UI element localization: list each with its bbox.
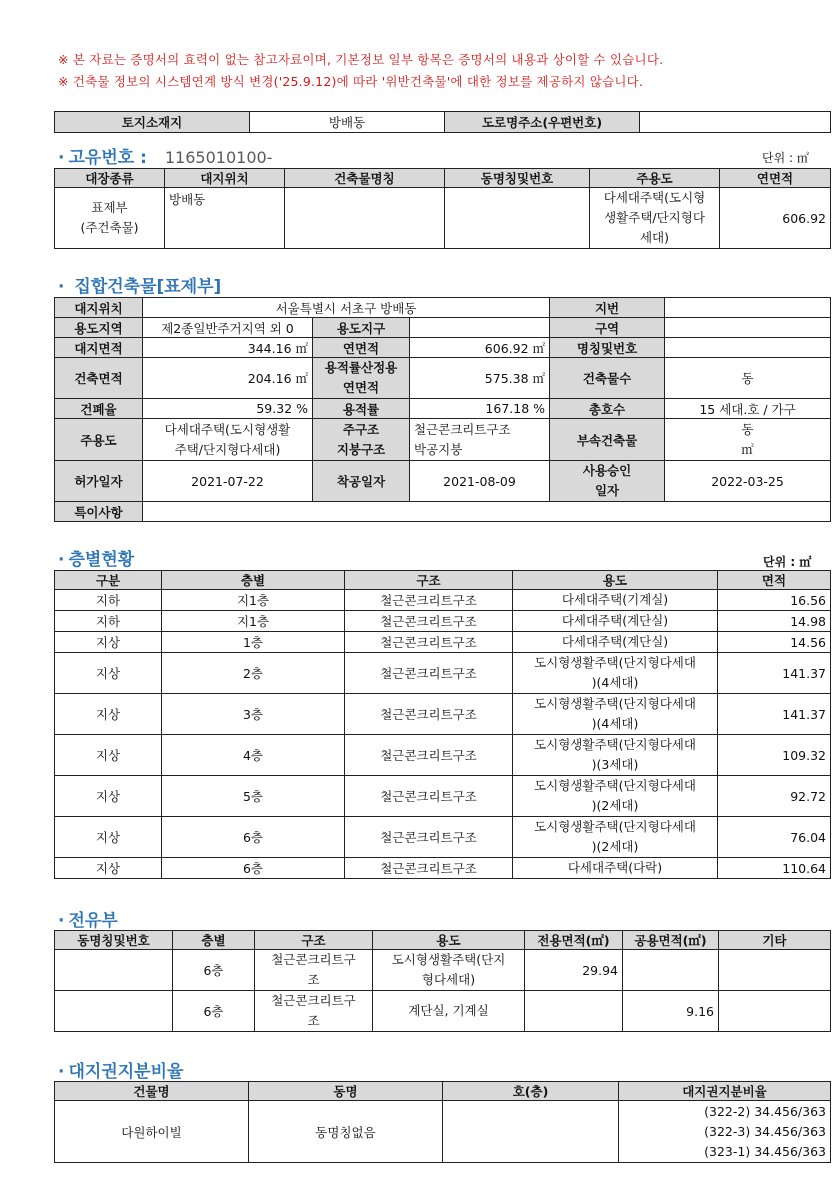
floor-area: 14.56: [718, 632, 831, 653]
main-use-label: 주용도: [55, 419, 143, 461]
floor-area: 141.37: [718, 694, 831, 735]
total-floor-area: 606.92: [720, 188, 831, 249]
floor-kind: 지상: [55, 632, 162, 653]
bcr-value: 59.32 %: [143, 399, 313, 419]
header-main-use: 주용도: [590, 169, 720, 188]
structure-value: 철근콘크리트구조 박공지붕: [410, 419, 550, 461]
header-site-location: 대지위치: [165, 169, 285, 188]
site-area-label: 대지면적: [55, 338, 143, 358]
floor-row: [55, 632, 831, 653]
area-label: 구역: [550, 318, 665, 338]
exclusive-heading: · 전유부: [58, 911, 118, 931]
exclusive-common-area: 9.16: [623, 991, 719, 1032]
exclusive-header-dong: 동명칭및번호: [55, 931, 173, 950]
floor-structure: 철근콘크리트구조: [345, 776, 513, 817]
floor-use: 도시형생활주택(단지형다세대 )(2세대): [513, 817, 718, 858]
floor-structure: 철근콘크리트구조: [345, 590, 513, 611]
start-value: 2021-08-09: [410, 461, 550, 502]
dong-name: [445, 188, 590, 249]
floor-use: 다세대주택(계단실): [513, 632, 718, 653]
floor-area: 76.04: [718, 817, 831, 858]
exclusive-area: 29.94: [525, 950, 623, 991]
site-area-value: 344.16 ㎡: [143, 338, 313, 358]
land-share-header-ratio: 대지권지분비율: [619, 1082, 831, 1101]
main-use-value: 다세대주택(도시형생활 주택/단지형다세대): [143, 419, 313, 461]
floor-level: 지1층: [162, 590, 345, 611]
exclusive-header-floor: 층별: [173, 931, 255, 950]
exclusive-common-area: [623, 950, 719, 991]
floors-header-structure: 구조: [345, 571, 513, 590]
zone-value: 제2종일반주거지역 외 0: [143, 318, 313, 338]
main-use: 다세대주택(도시형 생활주택/단지형다 세대): [590, 188, 720, 249]
land-location-value: 방배동: [250, 112, 445, 133]
notice-line-2: ※ 건축물 정보의 시스템연계 방식 변경('25.9.12)에 따라 '위반건축물'에 대한 정보를 제공하지 않습니다.: [58, 74, 644, 89]
floor-row: [55, 776, 831, 817]
lot-label: 지번: [550, 298, 665, 318]
floor-level: 6층: [162, 817, 345, 858]
floor-area: 92.72: [718, 776, 831, 817]
floor-row: [55, 694, 831, 735]
exclusive-etc: [719, 991, 831, 1032]
land-location-label: 토지소재지: [55, 112, 250, 133]
floor-use: 다세대주택(다락): [513, 858, 718, 879]
floor-structure: 철근콘크리트구조: [345, 653, 513, 694]
district-value: [410, 318, 550, 338]
exclusive-header-etc: 기타: [719, 931, 831, 950]
floor-kind: 지상: [55, 776, 162, 817]
exclusive-row: [55, 991, 831, 1032]
permit-label: 허가일자: [55, 461, 143, 502]
approval-value: 2022-03-25: [665, 461, 831, 502]
header-dong-name: 동명칭및번호: [445, 169, 590, 188]
floor-level: 3층: [162, 694, 345, 735]
floor-level: 2층: [162, 653, 345, 694]
floor-structure: 철근콘크리트구조: [345, 735, 513, 776]
floors-header-kind: 구분: [55, 571, 162, 590]
floors-heading: · 층별현황: [58, 550, 135, 570]
floor-kind: 지상: [55, 817, 162, 858]
exclusive-use: 도시형생활주택(단지 형다세대): [373, 950, 525, 991]
unique-number-code: 1165010100-: [164, 148, 273, 167]
building-name: [285, 188, 445, 249]
name-label: 명칭및번호: [550, 338, 665, 358]
units-label: 총호수: [550, 399, 665, 419]
remarks-label: 특이사항: [55, 502, 143, 522]
title-section-heading: · 집합건축물[표제부]: [58, 277, 222, 297]
title-table: [54, 297, 831, 522]
floor-kind: 지상: [55, 858, 162, 879]
land-share-ho: [443, 1101, 619, 1163]
floors-header-area: 면적: [718, 571, 831, 590]
floor-area: 110.64: [718, 858, 831, 879]
header-building-name: 건축물명칭: [285, 169, 445, 188]
floor-row: [55, 590, 831, 611]
annex-label: 부속건축물: [550, 419, 665, 461]
floors-table: [54, 570, 831, 879]
land-share-table: [54, 1081, 831, 1163]
header-total-floor-area: 연면적: [720, 169, 831, 188]
total-floor-value: 606.92 ㎡: [410, 338, 550, 358]
far-label: 용적률: [313, 399, 410, 419]
floor-row: [55, 817, 831, 858]
land-share-header-dong: 동명: [249, 1082, 443, 1101]
floors-unit: 단위 : ㎡: [763, 555, 812, 569]
floor-row: [55, 611, 831, 632]
exclusive-structure: 철근콘크리트구 조: [255, 950, 373, 991]
floor-row: [55, 653, 831, 694]
building-count-label: 건축물수: [550, 358, 665, 399]
floor-structure: 철근콘크리트구조: [345, 611, 513, 632]
floor-area: 109.32: [718, 735, 831, 776]
units-value: 15 세대.호 / 가구: [665, 399, 831, 419]
floor-level: 5층: [162, 776, 345, 817]
structure-label: 주구조 지붕구조: [313, 419, 410, 461]
exclusive-area: [525, 991, 623, 1032]
floors-header-use: 용도: [513, 571, 718, 590]
remarks-value: [143, 502, 831, 522]
floor-kind: 지하: [55, 590, 162, 611]
zone-label: 용도지역: [55, 318, 143, 338]
floor-row: [55, 858, 831, 879]
floor-use: 도시형생활주택(단지형다세대 )(2세대): [513, 776, 718, 817]
exclusive-floor: 6층: [173, 950, 255, 991]
land-share-dong: 동명칭없음: [249, 1101, 443, 1163]
floor-use: 도시형생활주택(단지형다세대 )(3세대): [513, 735, 718, 776]
floor-use: 다세대주택(계단실): [513, 611, 718, 632]
exclusive-header-common-area: 공용면적(㎡): [623, 931, 719, 950]
floor-kind: 지상: [55, 653, 162, 694]
exclusive-row: [55, 950, 831, 991]
unique-unit: 단위 : ㎡: [762, 151, 809, 165]
floor-area: 14.98: [718, 611, 831, 632]
district-label: 용도지구: [313, 318, 410, 338]
annex-value: 동 ㎡: [665, 419, 831, 461]
unique-number-heading: · 고유번호 : 1165010100-: [58, 148, 273, 168]
exclusive-dong: [55, 950, 173, 991]
building-count-value: 동: [665, 358, 831, 399]
floor-level: 6층: [162, 858, 345, 879]
exclusive-header-structure: 구조: [255, 931, 373, 950]
unique-table: [54, 168, 831, 249]
floor-structure: 철근콘크리트구조: [345, 694, 513, 735]
area-value: [665, 318, 831, 338]
floor-kind: 지하: [55, 611, 162, 632]
floor-area: 16.56: [718, 590, 831, 611]
approval-label: 사용승인 일자: [550, 461, 665, 502]
floor-row: [55, 735, 831, 776]
exclusive-use: 계단실, 기계실: [373, 991, 525, 1032]
land-share-header-building: 건물명: [55, 1082, 249, 1101]
floor-kind: 지상: [55, 735, 162, 776]
permit-value: 2021-07-22: [143, 461, 313, 502]
far-area-label: 용적률산정용 연면적: [313, 358, 410, 399]
ledger-type: 표제부 (주건축물): [55, 188, 165, 249]
floor-use: 도시형생활주택(단지형다세대 )(4세대): [513, 653, 718, 694]
road-address-value: [640, 112, 831, 133]
floor-area: 141.37: [718, 653, 831, 694]
floor-level: 1층: [162, 632, 345, 653]
exclusive-etc: [719, 950, 831, 991]
name-value: [665, 338, 831, 358]
floor-use: 도시형생활주택(단지형다세대 )(4세대): [513, 694, 718, 735]
lot-value: [665, 298, 831, 318]
land-share-heading: · 대지권지분비율: [58, 1062, 184, 1082]
exclusive-header-exclusive-area: 전용면적(㎡): [525, 931, 623, 950]
land-share-building: 다원하이빌: [55, 1101, 249, 1163]
exclusive-dong: [55, 991, 173, 1032]
floor-structure: 철근콘크리트구조: [345, 817, 513, 858]
floor-structure: 철근콘크리트구조: [345, 632, 513, 653]
land-share-ratio: (322-2) 34.456/363 (322-3) 34.456/363 (323-1) 34.456/363: [619, 1101, 831, 1163]
site-location-value: 서울특별시 서초구 방배동: [143, 298, 550, 318]
floor-kind: 지상: [55, 694, 162, 735]
floor-level: 4층: [162, 735, 345, 776]
header-ledger-type: 대장종류: [55, 169, 165, 188]
exclusive-structure: 철근콘크리트구 조: [255, 991, 373, 1032]
building-area-value: 204.16 ㎡: [143, 358, 313, 399]
land-share-header-ho: 호(층): [443, 1082, 619, 1101]
notice-line-1: ※ 본 자료는 증명서의 효력이 없는 참고자료이며, 기본정보 일부 항목은 증명서의 내용과 상이할 수 있습니다.: [58, 52, 664, 67]
floor-structure: 철근콘크리트구조: [345, 858, 513, 879]
site-location-label: 대지위치: [55, 298, 143, 318]
exclusive-floor: 6층: [173, 991, 255, 1032]
address-table: [54, 111, 831, 133]
far-value: 167.18 %: [410, 399, 550, 419]
far-area-value: 575.38 ㎡: [410, 358, 550, 399]
building-area-label: 건축면적: [55, 358, 143, 399]
bcr-label: 건폐율: [55, 399, 143, 419]
floor-use: 다세대주택(기계실): [513, 590, 718, 611]
exclusive-table: [54, 930, 831, 1032]
site-location: 방배동: [165, 188, 285, 249]
start-label: 착공일자: [313, 461, 410, 502]
floors-header-floor: 층별: [162, 571, 345, 590]
road-address-label: 도로명주소(우편번호): [445, 112, 640, 133]
exclusive-header-use: 용도: [373, 931, 525, 950]
floor-level: 지1층: [162, 611, 345, 632]
total-floor-label: 연면적: [313, 338, 410, 358]
